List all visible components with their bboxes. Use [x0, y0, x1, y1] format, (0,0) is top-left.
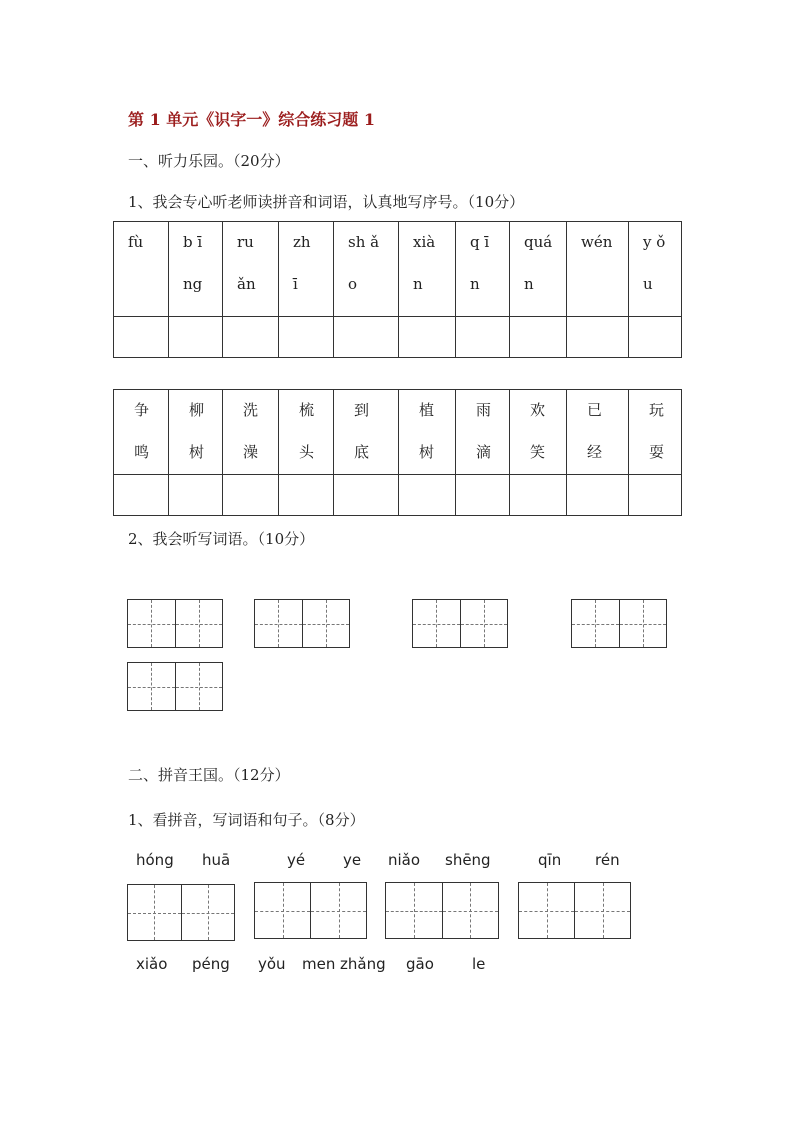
- pinyin-cell: [279, 222, 334, 317]
- pinyin-text: u: [643, 275, 653, 293]
- word-cell: [510, 390, 567, 475]
- pinyin-cell: [334, 222, 399, 317]
- word-char: 耍: [649, 443, 665, 461]
- pinyin-cell: [399, 222, 456, 317]
- word-char: 植: [419, 401, 435, 419]
- word-char: 洗: [243, 401, 259, 419]
- pinyin-text: quá: [524, 233, 553, 251]
- question-1-2: 2、我会听写词语。（10分）: [128, 530, 315, 548]
- pinyin-text: ng: [183, 275, 203, 293]
- pinyin-cell: [169, 222, 223, 317]
- writing-box[interactable]: [254, 882, 367, 939]
- answer-cell[interactable]: [567, 317, 629, 358]
- page-title: 第 1 单元《识字一》综合练习题 1: [128, 110, 375, 129]
- answer-cell[interactable]: [223, 317, 279, 358]
- pinyin-label: men: [302, 955, 336, 973]
- pinyin-text: [128, 274, 168, 316]
- pinyin-text: zh: [293, 233, 311, 251]
- pinyin-label: péng: [192, 955, 230, 973]
- writing-box[interactable]: [127, 884, 235, 941]
- word-char: 澡: [243, 443, 259, 461]
- word-char: 到: [354, 401, 370, 419]
- pinyin-text: xià: [413, 233, 436, 251]
- word-char: 底: [354, 443, 370, 461]
- dictation-box[interactable]: [127, 662, 223, 711]
- answer-cell[interactable]: [456, 317, 510, 358]
- answer-cell[interactable]: [114, 317, 169, 358]
- answer-cell[interactable]: [169, 317, 223, 358]
- answer-cell[interactable]: [279, 317, 334, 358]
- pinyin-label: huā: [202, 851, 231, 869]
- pinyin-table: [113, 221, 682, 358]
- word-char: 柳: [189, 401, 205, 419]
- pinyin-label: rén: [595, 851, 620, 869]
- answer-cell[interactable]: [629, 475, 682, 516]
- word-cell: [169, 390, 223, 475]
- word-char: 笑: [530, 443, 546, 461]
- answer-cell[interactable]: [223, 475, 279, 516]
- section1-heading: 一、听力乐园。（20分）: [128, 152, 290, 170]
- word-char: 已: [587, 401, 603, 419]
- word-cell: [223, 390, 279, 475]
- word-char: 梳: [299, 401, 315, 419]
- pinyin-label: le: [472, 955, 486, 973]
- pinyin-label: yǒu: [258, 955, 286, 973]
- word-char: 鸣: [134, 443, 150, 461]
- answer-cell[interactable]: [334, 475, 399, 516]
- pinyin-cell: [114, 222, 169, 317]
- word-char: 欢: [530, 401, 546, 419]
- pinyin-label: shēng: [445, 851, 491, 869]
- answer-cell[interactable]: [629, 317, 682, 358]
- word-char: 树: [189, 443, 205, 461]
- question-2-1: 1、看拼音，写词语和句子。（8分）: [128, 811, 365, 829]
- word-cell: [629, 390, 682, 475]
- writing-box[interactable]: [518, 882, 631, 939]
- answer-cell[interactable]: [279, 475, 334, 516]
- pinyin-label: yé: [287, 851, 306, 869]
- word-cell: [567, 390, 629, 475]
- pinyin-text: fù: [128, 233, 144, 251]
- dictation-box[interactable]: [127, 599, 223, 648]
- answer-cell[interactable]: [169, 475, 223, 516]
- pinyin-cell: [510, 222, 567, 317]
- word-cell: [279, 390, 334, 475]
- pinyin-text: n: [413, 275, 423, 293]
- writing-box[interactable]: [385, 882, 499, 939]
- word-char: 滴: [476, 443, 492, 461]
- answer-row: [114, 317, 682, 358]
- pinyin-text: n: [524, 275, 534, 293]
- word-char: 经: [587, 443, 603, 461]
- pinyin-label: xiǎo: [136, 955, 168, 973]
- word-cell: [334, 390, 399, 475]
- answer-cell[interactable]: [399, 475, 456, 516]
- word-table: [113, 389, 682, 516]
- answer-cell[interactable]: [510, 475, 567, 516]
- answer-cell[interactable]: [114, 475, 169, 516]
- word-char: 雨: [476, 401, 492, 419]
- pinyin-text: n: [470, 275, 480, 293]
- word-char: 树: [419, 443, 435, 461]
- word-char: 头: [299, 443, 315, 461]
- dictation-box[interactable]: [412, 599, 508, 648]
- word-cell: [456, 390, 510, 475]
- pinyin-text: ru: [237, 233, 254, 251]
- pinyin-text: [581, 274, 628, 316]
- pinyin-label: ye: [343, 851, 362, 869]
- pinyin-text: ī: [293, 275, 298, 293]
- answer-cell[interactable]: [567, 475, 629, 516]
- dictation-box[interactable]: [254, 599, 350, 648]
- pinyin-cell: [567, 222, 629, 317]
- answer-row: [114, 475, 682, 516]
- question-1-1: 1、我会专心听老师读拼音和词语，认真地写序号。（10分）: [128, 193, 525, 211]
- word-char: 争: [134, 401, 150, 419]
- pinyin-label: hóng: [136, 851, 174, 869]
- dictation-box[interactable]: [571, 599, 667, 648]
- pinyin-text: sh ǎ: [348, 233, 380, 251]
- pinyin-text: ǎn: [237, 275, 256, 293]
- pinyin-text: wén: [581, 233, 613, 251]
- pinyin-cell: [629, 222, 682, 317]
- pinyin-label: gāo: [406, 955, 434, 973]
- pinyin-cell: [223, 222, 279, 317]
- pinyin-cell: [456, 222, 510, 317]
- pinyin-label: qīn: [538, 851, 562, 869]
- section2-heading: 二、拼音王国。（12分）: [128, 766, 290, 784]
- answer-cell[interactable]: [456, 475, 510, 516]
- answer-cell[interactable]: [510, 317, 567, 358]
- word-row: [114, 390, 682, 475]
- word-char: 玩: [649, 401, 665, 419]
- answer-cell[interactable]: [334, 317, 399, 358]
- pinyin-text: q ī: [470, 233, 490, 251]
- pinyin-text: b ī: [183, 233, 203, 251]
- pinyin-label: niǎo: [388, 851, 421, 869]
- pinyin-label: zhǎng: [340, 955, 386, 973]
- pinyin-text: y ǒ: [643, 233, 666, 251]
- word-cell: [399, 390, 456, 475]
- answer-cell[interactable]: [399, 317, 456, 358]
- pinyin-row: [114, 222, 682, 317]
- pinyin-text: o: [348, 275, 358, 293]
- word-cell: [114, 390, 169, 475]
